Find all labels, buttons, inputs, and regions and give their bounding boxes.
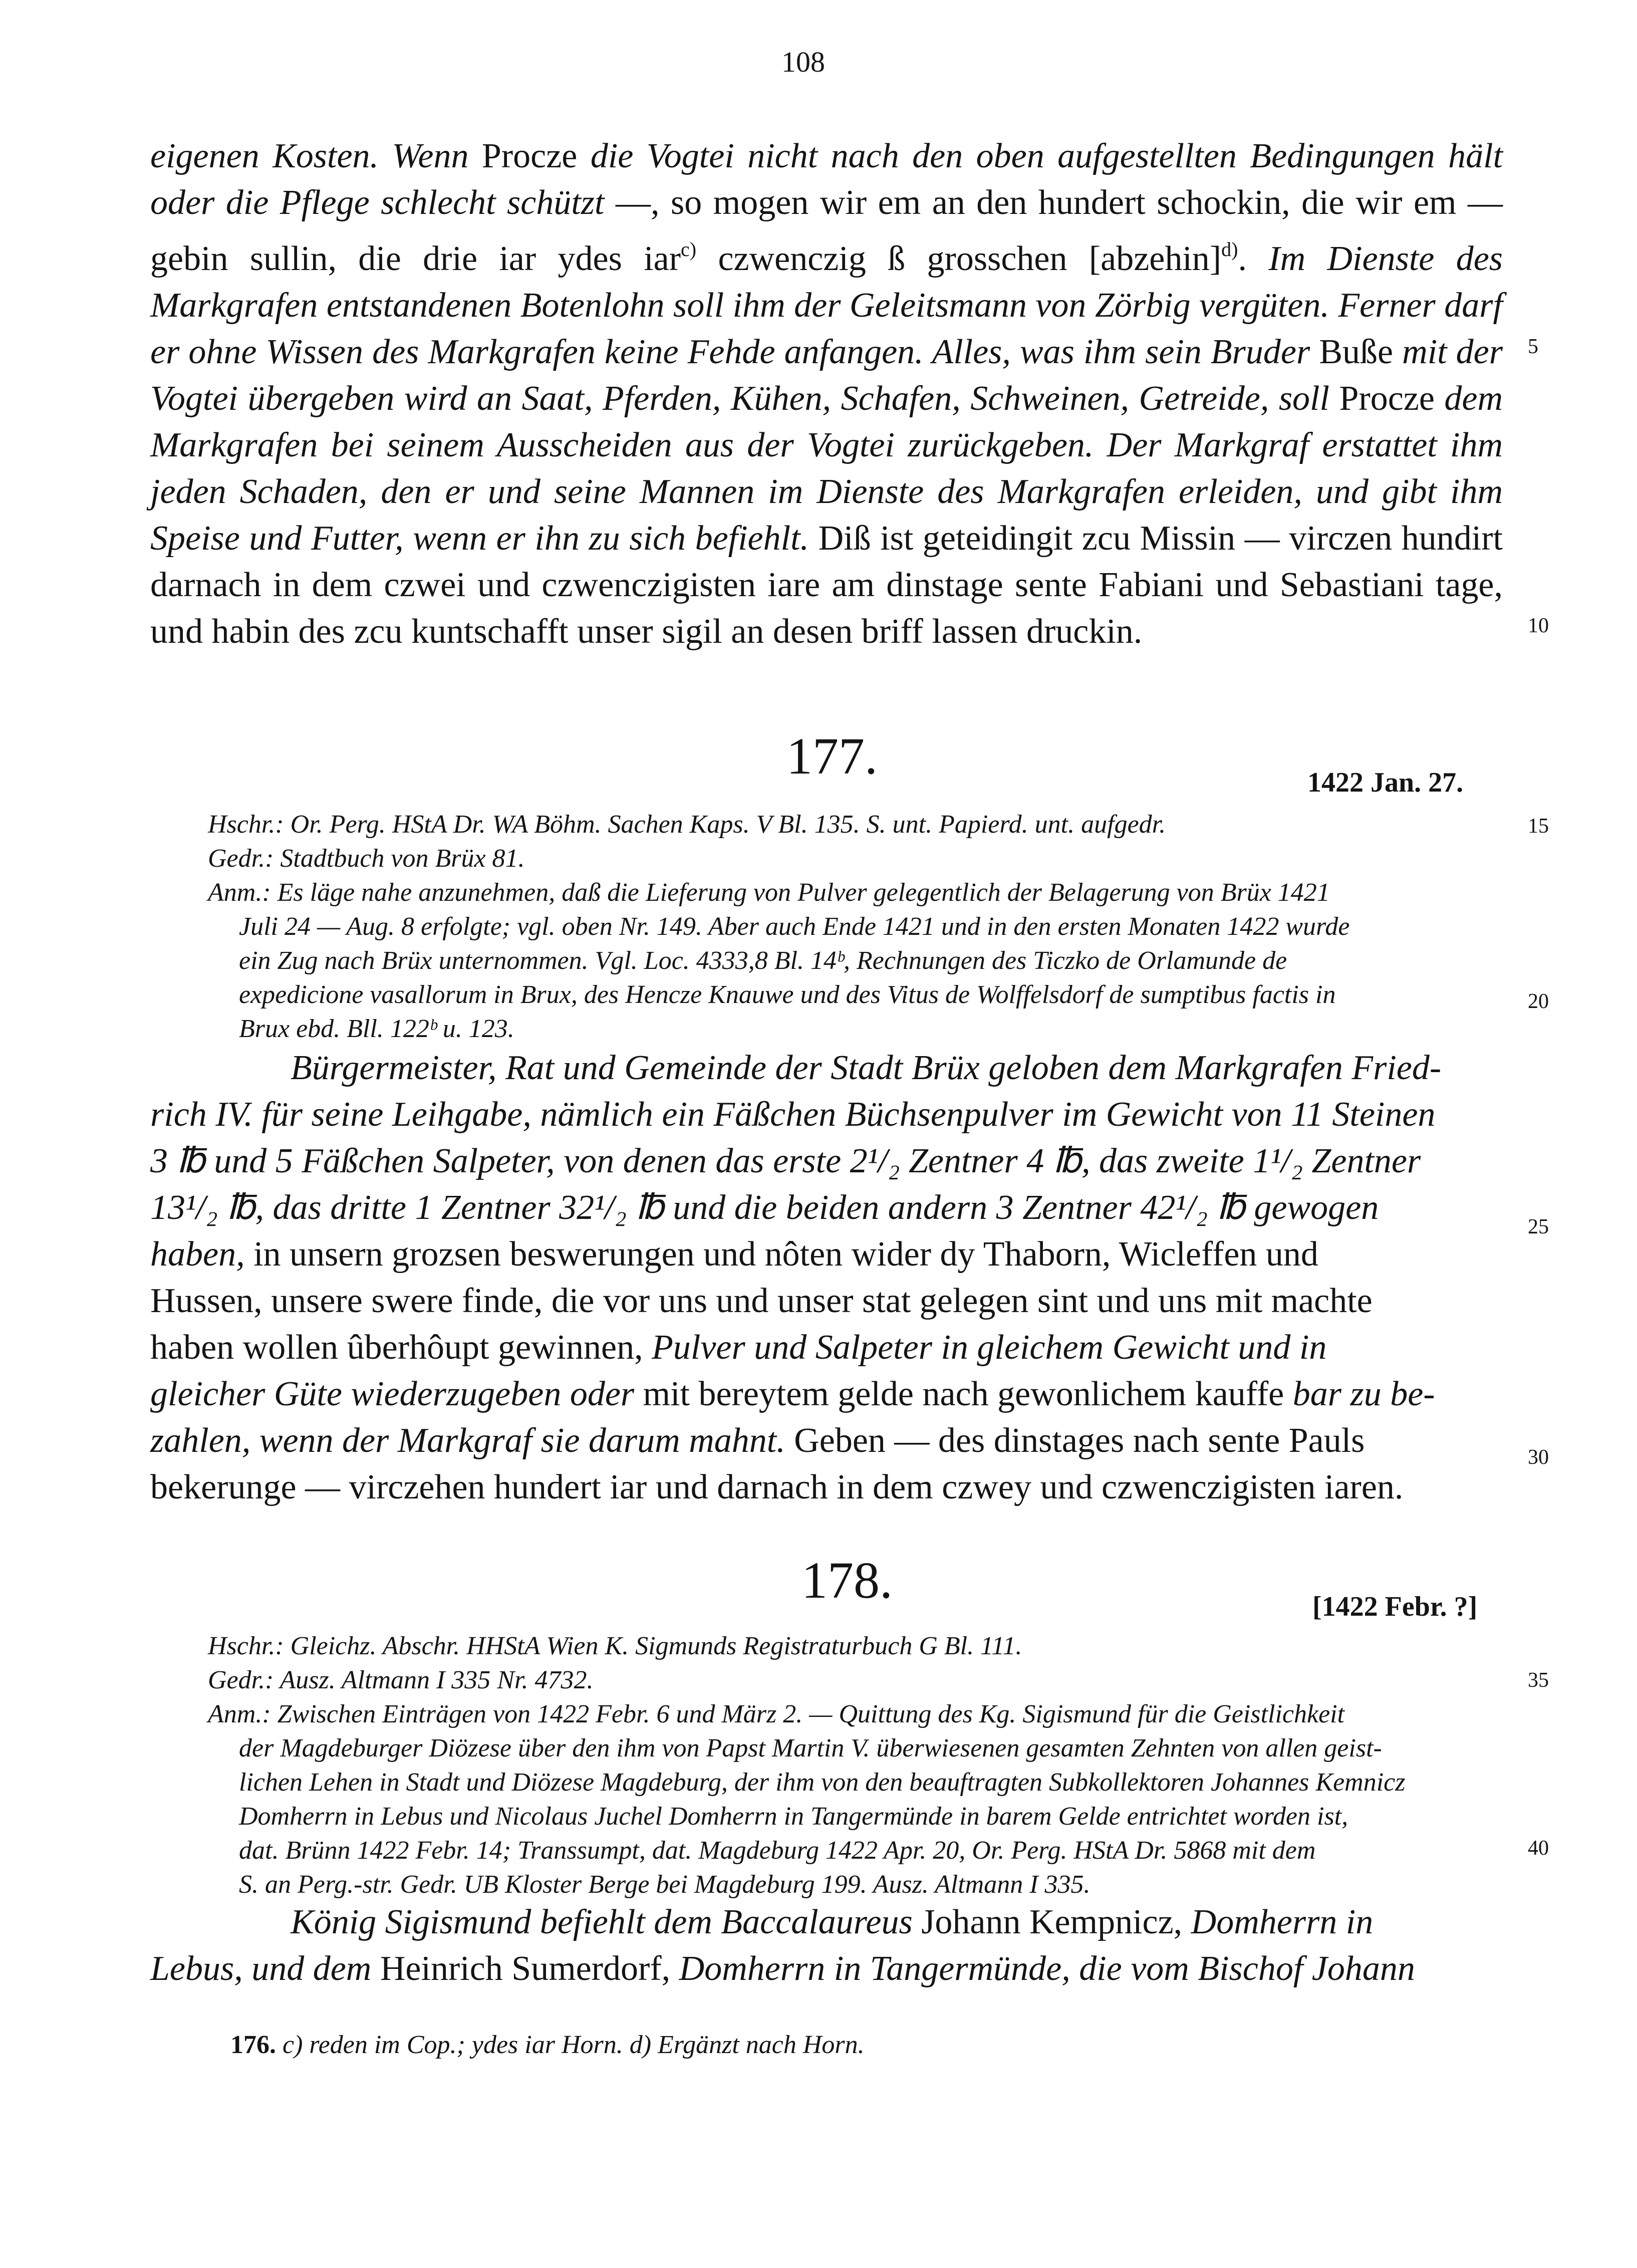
regest-line: Bürgermeister, Rat und Gemeinde der Stadt Brüx geloben dem Markgrafen Fried-: [291, 1049, 1442, 1087]
footnote-ref-c: c): [681, 238, 697, 261]
anm-line: Domherrn in Lebus und Nicolaus Juchel Domherrn in Tangermünde in barem Gelde entrichtet worden ist,: [239, 1802, 1348, 1831]
regest-quote: in unsern grozsen beswerungen und nôten wider dy Thaborn, Wicleffen und: [244, 1235, 1318, 1274]
intro-quote: —, so mogen wir em an den hundert schockin, die wir em — gebin sullin, die drie iar ydes iar: [150, 183, 1503, 278]
regest-italic: Pulver und Salpeter in gleichem Gewicht und in: [652, 1328, 1327, 1367]
regest-line: bekerunge — virczehen hundert iar und darnach in dem czwey und czwenczigisten iaren.: [150, 1468, 1404, 1506]
line-number: 40: [1528, 1837, 1549, 1860]
regest-paragraph: [150, 1045, 1503, 1510]
line-number: 35: [1528, 1669, 1549, 1692]
intro-regest: die Vogtei nicht nach den oben aufgestellten Bedingungen hält oder die Pflege schlecht schützt: [150, 137, 1503, 222]
regest-line: [150, 1945, 1503, 1992]
anm-line: S. an Perg.-str. Gedr. UB Kloster Berge bei Magdeburg 199. Ausz. Altmann I 335.: [239, 1870, 1090, 1899]
regest-italic: Domherrn in Tangermünde, die vom Bischof Johann: [679, 1949, 1415, 1988]
document-date: [1422 Febr. ?]: [1312, 1591, 1478, 1622]
anm-line: lichen Lehen in Stadt und Diözese Magdeburg, der ihm von den beauftragten Subkollektoren Johannes Kemnicz: [239, 1768, 1406, 1797]
intro-name: Procze: [468, 137, 591, 175]
apparatus: [208, 1629, 1493, 1902]
anm-line: ein Zug nach Brüx unternommen. Vgl. Loc. 4333,8 Bl. 14ᵇ, Rechnungen des Ticzko de Orlamunde de: [239, 946, 1287, 975]
intro-regest: dem Markgrafen bei seinem Ausscheiden aus der Vogtei zurückgeben. Der Markgraf erstattet ihm jeden Schaden, den er und seine Mannen im Dienste des Markgrafen erleiden, und gibt ihm Speise und Futter, wenn er ihn zu sich befiehlt.: [150, 379, 1503, 558]
regest-line: 3 ℔ und 5 Fäßchen Salpeter, von denen das erste 2¹/₂ Zentner 4 ℔, das zweite 1¹/₂ Zentner: [150, 1142, 1421, 1180]
footnote-ref-d: d): [1221, 238, 1238, 261]
line-number: 25: [1528, 1215, 1549, 1238]
regest-italic: Lebus, und dem: [150, 1949, 372, 1988]
line-number: 20: [1528, 990, 1549, 1013]
regest-quote: Geben — des dinstages nach sente Pauls: [785, 1421, 1365, 1460]
line-number: 5: [1528, 335, 1538, 358]
anm-line: expedicione vasallorum in Brux, des Hencze Knauwe und des Vitus de Wolffelsdorf de sumptibus factis in: [239, 980, 1336, 1009]
regest-italic: Domherrn in: [1191, 1903, 1374, 1941]
apparatus: [208, 808, 1493, 1046]
footnote-text: c) reden im Cop.; ydes iar Horn. d) Ergänzt nach Horn.: [276, 2031, 865, 2059]
regest-line: [150, 1371, 1503, 1417]
regest-name: Heinrich Sumerdorf,: [371, 1949, 679, 1988]
regest-italic: bar zu be-: [1292, 1375, 1435, 1413]
intro-regest: eigenen Kosten. Wenn: [150, 137, 469, 175]
regest-name: Johann Kempnicz,: [912, 1903, 1191, 1941]
line-number: 10: [1528, 614, 1549, 637]
anm-line: Anm.: Zwischen Einträgen von 1422 Febr. 6 und März 2. — Quittung des Kg. Sigismund für die Geistlichkeit: [208, 1700, 1345, 1728]
intro-text: [150, 133, 1503, 655]
anm-line: der Magdeburger Diözese über den ihm von Papst Martin V. überwiesenen gesamten Zehnten von allen geist-: [239, 1734, 1382, 1762]
gedr-line: Gedr.: Ausz. Altmann I 335 Nr. 4732.: [208, 1666, 594, 1694]
anm-line: dat. Brünn 1422 Febr. 14; Transsumpt, dat. Magdeburg 1422 Apr. 20, Or. Perg. HStA Dr. 5868 mit dem: [239, 1836, 1316, 1865]
intro-quote: Diß ist geteidingit zcu Missin — virczen hundirt darnach in dem czwei und czwenczigisten iare am dinstage sente Fabiani und Sebastiani tage, und habin des zcu kuntschafft unser sigil an desen briff lassen druckin.: [150, 519, 1503, 651]
regest-line: rich IV. für seine Leihgabe, nämlich ein Fäßchen Büchsenpulver im Gewicht von 11 Steinen: [150, 1095, 1436, 1134]
document-number: 177.: [786, 727, 878, 785]
intro-punct: .: [1238, 239, 1269, 278]
regest-line: [150, 1417, 1503, 1464]
page-number: 108: [781, 46, 825, 78]
regest-italic: haben,: [150, 1235, 245, 1274]
regest-paragraph: [150, 1899, 1503, 1992]
document-date: 1422 Jan. 27.: [1307, 767, 1464, 798]
regest-line: [150, 1231, 1503, 1278]
intro-name: Buße: [1310, 332, 1403, 371]
line-number: 15: [1528, 815, 1549, 838]
regest-line: 13¹/₂ ℔, das dritte 1 Zentner 32¹/₂ ℔ und die beiden andern 3 Zentner 42¹/₂ ℔ gewogen: [150, 1188, 1379, 1227]
anm-line: Brux ebd. Bll. 122ᵇ u. 123.: [239, 1015, 514, 1043]
gedr-line: Gedr.: Stadtbuch von Brüx 81.: [208, 844, 525, 873]
regest-italic: gleicher Güte wiederzugeben oder: [150, 1375, 635, 1413]
regest-line: [150, 1899, 1503, 1945]
regest-quote: mit bereytem gelde nach gewonlichem kauffe: [634, 1375, 1293, 1413]
regest-line: Hussen, unsere swere finde, die vor uns und unser stat gelegen sint und uns mit machte: [150, 1282, 1373, 1320]
intro-quote: czwenczig ß grosschen [abzehin]: [696, 239, 1222, 278]
regest-italic: König Sigismund befiehlt dem Baccalaureus: [291, 1903, 913, 1941]
intro-name: Procze: [1329, 379, 1445, 418]
regest-italic: zahlen, wenn der Markgraf sie darum mahnt.: [150, 1421, 785, 1460]
footnote-ref: 176.: [230, 2031, 276, 2059]
regest-line: [150, 1324, 1503, 1371]
anm-line: Anm.: Es läge nahe anzunehmen, daß die Lieferung von Pulver gelegentlich der Belagerung von Brüx 1421: [208, 878, 1330, 907]
hschr-line: Hschr.: Or. Perg. HStA Dr. WA Böhm. Sachen Kaps. V Bl. 135. S. unt. Papierd. unt. aufgedr.: [208, 810, 1166, 839]
regest-quote: haben wollen ûberhôupt gewinnen,: [150, 1328, 652, 1367]
intro-regest: Im Dienste des Markgrafen entstandenen Botenlohn soll ihm der Geleitsmann von Zörbig vergüten. Ferner darf er ohne Wissen des Markgrafen keine Fehde anfangen. Alles, was ihm sein Bruder: [150, 239, 1503, 371]
line-number: 30: [1528, 1446, 1549, 1469]
intro-paragraph: [150, 133, 1503, 655]
anm-line: Juli 24 — Aug. 8 erfolgte; vgl. oben Nr. 149. Aber auch Ende 1421 und in den ersten Monaten 1422 wurde: [239, 912, 1350, 941]
intro-regest: mit der Vogtei übergeben wird an Saat, Pferden, Kühen, Schafen, Schweinen, Getreide, soll: [150, 332, 1503, 418]
hschr-line: Hschr.: Gleichz. Abschr. HHStA Wien K. Sigmunds Registraturbuch G Bl. 111.: [208, 1632, 1022, 1660]
footnote: [230, 2030, 865, 2060]
document-number: 178.: [801, 1552, 893, 1609]
